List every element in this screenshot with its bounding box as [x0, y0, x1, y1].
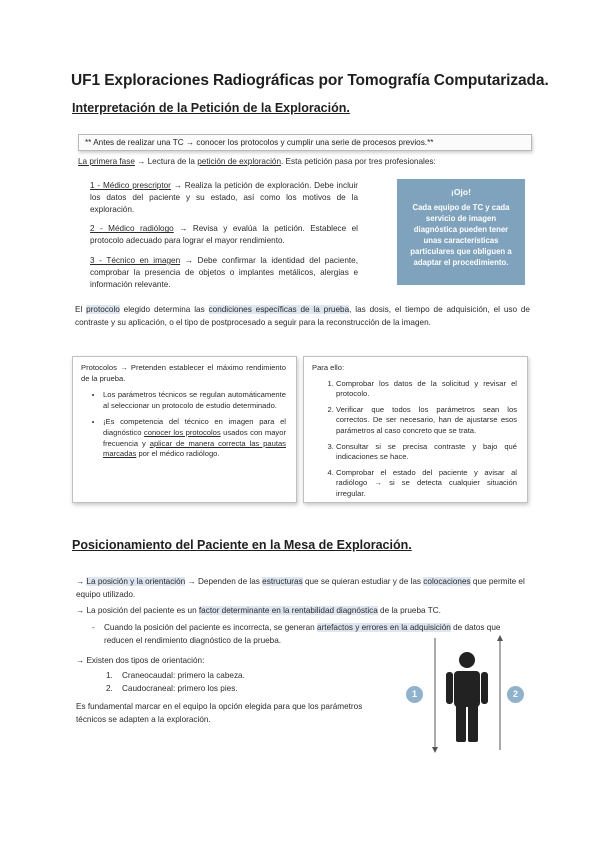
- role-item: 1 - Médico prescriptor → Realiza la petición de exploración. Debe incluir los datos del paciente y su estado, así como los motivos de la exploración.: [90, 181, 358, 214]
- para-ello-intro: Para ello:: [312, 363, 345, 372]
- fundamental-line: Es fundamental marcar en el equipo la opción elegida para que los parámetros técnicos se adapten a la exploración.: [76, 702, 363, 724]
- role-name: 3 - Técnico en imagen: [90, 255, 181, 265]
- highlight-protocolo: protocolo: [86, 305, 120, 314]
- protocolos-intro: Protocolos → Pretenden establecer el máximo rendimiento de la prueba.: [81, 363, 286, 383]
- ojo-callout: [397, 179, 525, 285]
- section-heading-posicionamiento: Posicionamiento del Paciente en la Mesa de Exploración.: [72, 538, 412, 552]
- posicion-line: → La posición y la orientación → Dependen de las estructuras que se quieran estudiar y de las colocaciones que permite el equipo utilizado.: [76, 577, 525, 599]
- list-item: • ¡Es competencia del técnico en imagen para el diagnóstico conocer los protocolos usados con mayor frecuencia y aplicar de manera correcta las pautas marcadas por el médico radiólogo.: [103, 417, 286, 459]
- role-item: 3 - Técnico en imagen → Debe confirmar la identidad del paciente, comprobar la presencia de objetos o implantes metálicos, alergias e información relevante.: [90, 255, 358, 289]
- factor-line: → La posición del paciente es un factor determinante en la rentabilidad diagnóstica de la prueba TC.: [76, 606, 441, 615]
- fase-label: La primera fase: [78, 157, 135, 166]
- note-text: ** Antes de realizar una TC → conocer los protocolos y cumplir una serie de procesos previos.**: [85, 138, 434, 147]
- dash-marker: -: [92, 623, 95, 632]
- roles-list: [90, 180, 358, 290]
- orientation-badge-2: 2: [507, 686, 524, 703]
- protocol-paragraph: El protocolo elegido determina las condiciones específicas de la prueba, las dosis, el tiempo de adquisición, el uso de contraste y su aplicación, o el tipo de postprocesado a seguir para la reconstrucción de la imagen.: [75, 305, 530, 327]
- list-item: 1. Comprobar los datos de la solicitud y revisar el protocolo.: [336, 379, 517, 400]
- ojo-text: Cada equipo de TC y cada servicio de imagen diagnóstica pueden tener unas características particulares que obliguen a adaptar el procedimiento.: [410, 203, 512, 267]
- list-item: 1. Craneocaudal: primero la cabeza.: [106, 671, 245, 680]
- page-title: UF1 Exploraciones Radiográficas por Tomografía Computarizada.: [71, 72, 549, 89]
- para-ello-box: [303, 356, 528, 503]
- orientacion-list: [106, 670, 366, 695]
- person-icon: [446, 652, 488, 742]
- list-item: 2. Verificar que todos los parámetros sean los correctos. De ser necesario, han de ajustarse esos parámetros al caso concreto que se trata.: [336, 405, 517, 437]
- list-item: 3. Consultar si se precisa contraste y bajo qué indicaciones se hace.: [336, 442, 517, 463]
- incorrecta-line: Cuando la posición del paciente es incorrecta, se generan artefactos y errores en la adquisición de datos que reducen el rendimiento diagnóstico de la prueba.: [104, 623, 501, 645]
- list-item: • Los parámetros técnicos se regulan automáticamente al seleccionar un protocolo de estudio determinado.: [103, 390, 286, 411]
- section-heading-peticion: Interpretación de la Petición de la Exploración.: [72, 101, 350, 115]
- list-item: 4. Comprobar el estado del paciente y avisar al radiólogo → si se detecta cualquier situación irregular.: [336, 468, 517, 500]
- ojo-title: ¡Ojo!: [450, 187, 472, 197]
- fase-link: petición de exploración: [197, 157, 281, 166]
- fase-line: La primera fase → Lectura de la petición de exploración. Esta petición pasa por tres profesionales:: [78, 157, 436, 166]
- list-item: 2. Caudocraneal: primero los pies.: [106, 683, 238, 693]
- orientacion-intro: → Existen dos tipos de orientación:: [76, 656, 205, 665]
- highlight-condiciones: condiciones específicas de la prueba: [208, 305, 350, 314]
- role-name: 1 - Médico prescriptor: [90, 181, 171, 190]
- orientation-badge-1: 1: [406, 686, 423, 703]
- role-item: 2 - Médico radiólogo → Revisa y evalúa la petición. Establece el protocolo adecuado para lograr el mayor rendimiento.: [90, 224, 358, 246]
- protocolos-box: [72, 356, 297, 503]
- role-name: 2 - Médico radiólogo: [90, 224, 174, 234]
- note-box: [78, 134, 532, 151]
